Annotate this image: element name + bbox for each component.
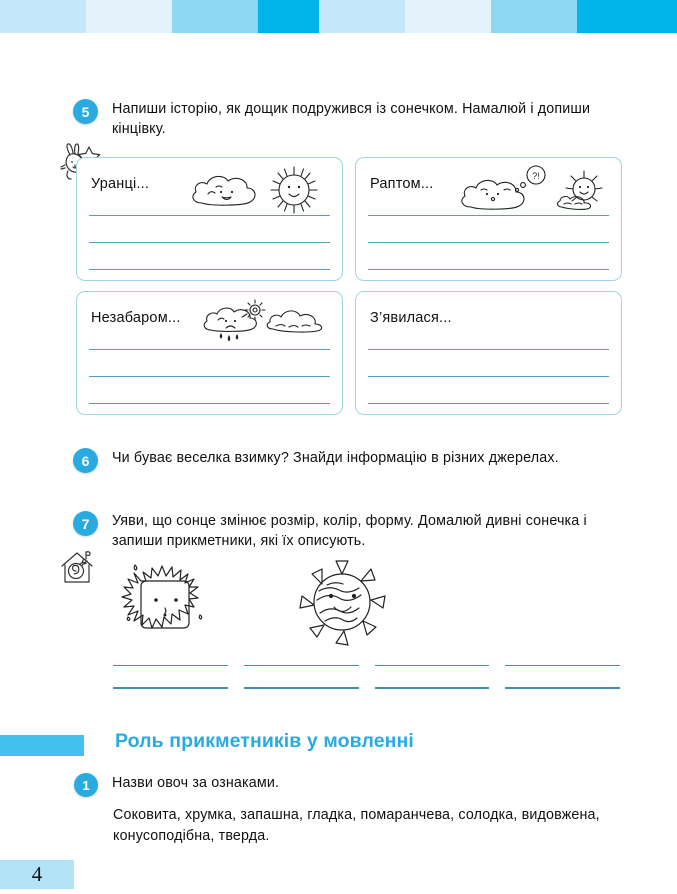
writing-line[interactable] — [368, 376, 609, 377]
exercise-1-word-list: Соковита, хрумка, запашна, гладка, помаранчева, солодка, видовжена, конусоподібна, тверда. — [113, 807, 600, 844]
writing-line[interactable] — [89, 349, 330, 350]
page-number: 4 — [31, 862, 43, 886]
exercise-6-text: Чи буває веселка взимку? Знайди інформацію в різних джерелах. — [112, 450, 559, 466]
answer-line[interactable] — [113, 687, 228, 688]
writing-line[interactable] — [368, 269, 609, 270]
story-box[interactable] — [76, 157, 343, 281]
section-title: Роль прикметників у мовленні — [115, 730, 414, 752]
exercise-5-text: Напиши історію, як дощик подружився із сонечком. Намалюй і допиши кінцівку. — [112, 101, 591, 137]
story-box-label: Уранці... — [91, 176, 150, 192]
story-box[interactable] — [355, 157, 622, 281]
writing-line[interactable] — [89, 215, 330, 216]
sun-drawings — [112, 555, 432, 655]
exercise-7-text: Уяви, що сонце змінює розмір, колір, форму. Домалюй дивні сонечка і запиши прикметники, які їх описують. — [112, 513, 587, 549]
story-boxes-grid — [76, 157, 622, 415]
topbar-block — [86, 0, 172, 33]
story-box-label: З’явилася... — [370, 310, 452, 326]
topbar-block — [405, 0, 491, 33]
topbar-block — [0, 0, 86, 33]
answer-line[interactable] — [375, 687, 490, 688]
happy-cloud-and-sun-drawing — [186, 163, 336, 215]
answer-line-row — [113, 665, 620, 666]
writing-line[interactable] — [368, 349, 609, 350]
exercise-1-text: Назви овоч за ознаками. — [112, 775, 280, 791]
square-faced-sun-drawing — [112, 555, 224, 655]
writing-line[interactable] — [89, 242, 330, 243]
writing-line[interactable] — [368, 215, 609, 216]
exercise-1-number-badge: 1 — [74, 773, 98, 797]
answer-line[interactable] — [505, 665, 620, 666]
section-heading-bar — [0, 735, 84, 756]
answer-line[interactable] — [113, 665, 228, 666]
writing-line[interactable] — [368, 242, 609, 243]
exercise-5-number-badge: 5 — [73, 99, 98, 124]
exercise-7 — [73, 511, 622, 551]
topbar-block — [172, 0, 258, 33]
exercise-6-number-badge: 6 — [73, 448, 98, 473]
writing-line[interactable] — [89, 269, 330, 270]
topbar-block — [319, 0, 405, 33]
round-swirly-sun-drawing — [287, 555, 397, 655]
answer-line-row — [113, 687, 620, 688]
exercise-5 — [73, 99, 618, 139]
writing-line[interactable] — [89, 403, 330, 404]
exercise-1 — [74, 773, 612, 797]
writing-line[interactable] — [89, 376, 330, 377]
topbar-block — [491, 0, 577, 33]
answer-line[interactable] — [244, 665, 359, 666]
answer-line[interactable] — [505, 687, 620, 688]
writing-line[interactable] — [368, 403, 609, 404]
exercise-6 — [73, 448, 616, 473]
story-box[interactable] — [76, 291, 343, 415]
story-box[interactable] — [355, 291, 622, 415]
workbook-page — [0, 33, 677, 894]
topbar-block — [577, 0, 677, 33]
answer-line[interactable] — [375, 665, 490, 666]
exercise-7-number-badge: 7 — [73, 511, 98, 536]
house-with-snail-icon — [58, 549, 98, 587]
surprised-cloud-with-question-bubble-and-sun-drawing — [457, 163, 615, 219]
top-decorative-bar — [0, 0, 677, 33]
adjectives-answer-grid — [113, 665, 620, 710]
sad-rain-cloud-and-cloud-drawing — [201, 297, 336, 353]
story-box-label: Незабаром... — [91, 310, 181, 326]
story-box-label: Раптом... — [370, 176, 434, 192]
topbar-block — [258, 0, 319, 33]
svg-text:?!: ?! — [532, 171, 540, 181]
answer-line[interactable] — [244, 687, 359, 688]
